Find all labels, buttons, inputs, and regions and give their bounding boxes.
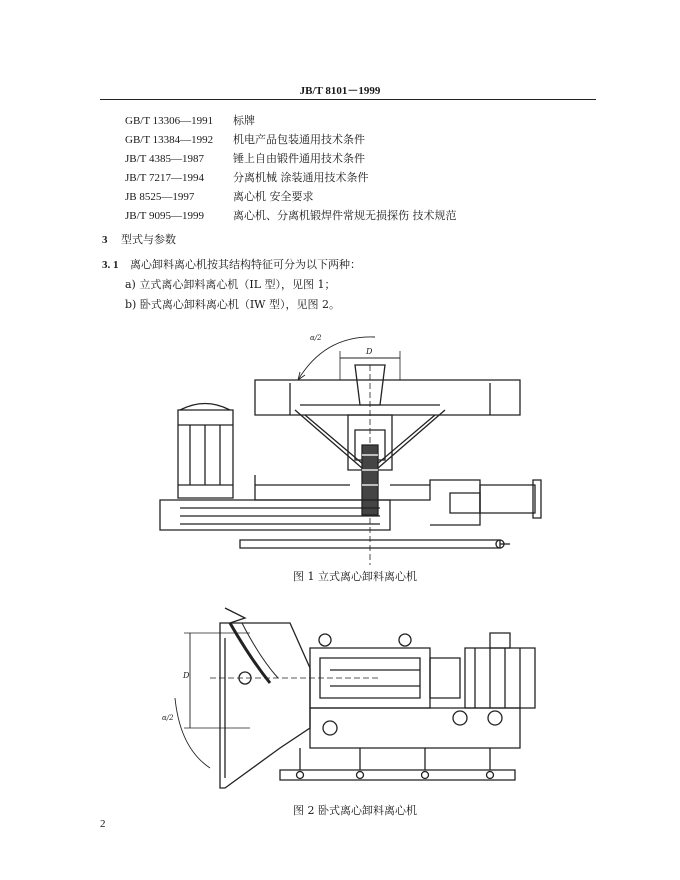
reference-title: 离心机 安全要求 <box>233 190 314 203</box>
section-title: 型式与参数 <box>121 233 176 246</box>
figure-2-alpha-label: α/2 <box>162 714 174 722</box>
reference-code: GB/T 13384—1992 <box>125 134 214 146</box>
clause-number: 3. 1 <box>102 259 119 271</box>
section-heading <box>102 231 176 247</box>
figure-1-alpha-label: α/2 <box>310 334 322 342</box>
reference-title: 分离机械 涂装通用技术条件 <box>233 171 369 184</box>
reference-title: 锤上自由锻件通用技术条件 <box>233 152 365 165</box>
section-number: 3 <box>102 234 108 246</box>
figure-2-caption: 图 2 卧式离心卸料离心机 <box>293 804 417 817</box>
figure-1-d-label: D <box>366 347 373 356</box>
figure-2-drawing <box>150 598 550 798</box>
header-rule <box>100 99 596 100</box>
figure-2-d-label: D <box>183 671 190 680</box>
reference-code: JB/T 9095—1999 <box>125 210 204 222</box>
page-number: 2 <box>100 818 106 830</box>
reference-code: JB/T 7217—1994 <box>125 172 204 184</box>
document-header: JB/T 8101－1999 <box>299 85 381 97</box>
list-item: b) 卧式离心卸料离心机（IW 型），见图 2。 <box>125 298 340 311</box>
clause-3-1 <box>102 256 361 272</box>
reference-code: JB/T 4385—1987 <box>125 153 204 165</box>
reference-code: JB 8525—1997 <box>125 191 195 203</box>
reference-code: GB/T 13306—1991 <box>125 115 214 127</box>
reference-title: 机电产品包装通用技术条件 <box>233 133 365 146</box>
list-item: a) 立式离心卸料离心机（IL 型），见图 1； <box>125 278 336 291</box>
reference-title: 离心机、分离机锻焊件常规无损探伤 技术规范 <box>233 209 457 222</box>
reference-title: 标牌 <box>233 114 255 127</box>
clause-text: 离心卸料离心机按其结构特征可分为以下两种： <box>130 258 361 271</box>
figure-1-drawing <box>150 325 550 565</box>
figure-1-caption: 图 1 立式离心卸料离心机 <box>293 570 417 583</box>
